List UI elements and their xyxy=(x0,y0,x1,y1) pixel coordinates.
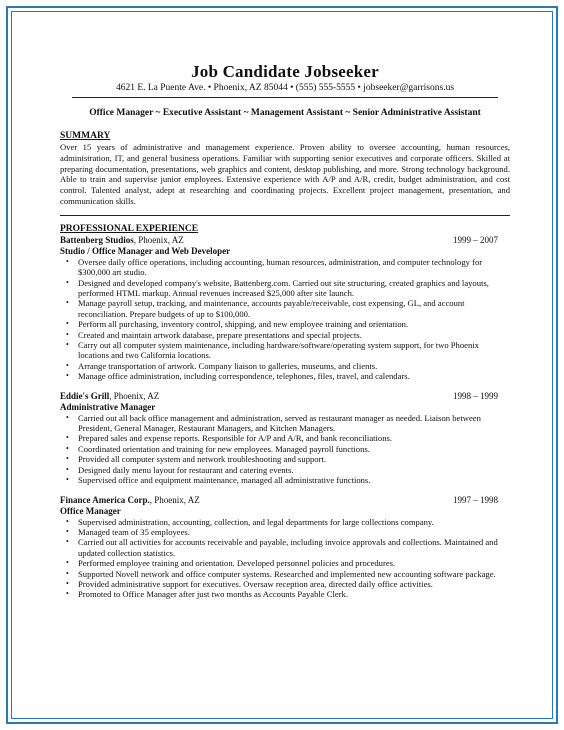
duty-item xyxy=(66,433,510,444)
duty-item xyxy=(66,578,510,589)
bullet-icon: • xyxy=(66,340,69,350)
company-name: Battenberg Studios xyxy=(60,234,134,245)
job-dates: 1999 – 2007 xyxy=(453,234,498,245)
bullet-icon: • xyxy=(66,475,69,485)
duty-text: Carried out all activities for accounts receivable and payable, including invoice approvals and collections. Maintained and updated collection statistics. xyxy=(78,537,498,558)
duty-text: Coordinated orientation and training for new employees. Managed payroll functions. xyxy=(78,443,370,454)
duty-text: Designed and developed company's website, Battenberg.com. Carried out site structuring, created graphics and layouts, performed HTML markup. Annual revenues increased $25,000 after site launch. xyxy=(78,277,489,298)
bullet-icon: • xyxy=(66,360,69,370)
duty-item xyxy=(66,412,510,434)
bullet-icon: • xyxy=(66,329,69,339)
bullet-icon: • xyxy=(66,558,69,568)
bullet-icon: • xyxy=(66,454,69,464)
bullet-icon: • xyxy=(66,526,69,536)
job-title: Office Manager xyxy=(60,505,121,516)
duty-text: Supported Novell network and office computer systems. Researched and implemented new accounting software package. xyxy=(78,568,496,579)
duty-text: Prepared sales and expense reports. Responsible for A/P and A/R, and bank reconciliations. xyxy=(78,433,392,444)
bullet-icon: • xyxy=(66,443,69,453)
candidate-name: Job Candidate Jobseeker xyxy=(191,62,379,81)
bullet-icon: • xyxy=(66,277,69,287)
duty-text: Manage payroll setup, tracking, and maintenance, accounts payable/receivable, cost expensing, GL, and account reconciliation. Prepare budgets of up to $100,000. xyxy=(78,298,465,319)
bullet-icon: • xyxy=(66,516,69,526)
company-location: , Phoenix, AZ xyxy=(109,390,160,401)
company-name: Eddie's Grill xyxy=(60,390,110,401)
duty-text: Provided administrative support for executives. Oversaw reception area, directed daily office activities. xyxy=(78,578,433,589)
bullet-icon: • xyxy=(66,537,69,547)
bullet-icon: • xyxy=(66,256,69,266)
duty-text: Perform all purchasing, inventory control, shipping, and new employee training and orientation. xyxy=(78,319,409,330)
duty-item xyxy=(66,475,510,486)
bullet-icon: • xyxy=(66,464,69,474)
duty-item xyxy=(66,329,510,340)
job-header xyxy=(60,495,510,506)
duty-item xyxy=(66,340,510,361)
duty-text: Carry out all computer system maintenance, including hardware/software/operating system support, for two Phoenix locations and two California locations. xyxy=(78,340,479,361)
job-header xyxy=(60,391,510,402)
bullet-icon: • xyxy=(66,589,69,599)
duty-item xyxy=(66,516,510,527)
resume-document xyxy=(60,62,510,600)
duty-item xyxy=(66,589,510,600)
duty-item xyxy=(66,298,510,319)
bullet-icon: • xyxy=(66,319,69,329)
job-title: Studio / Office Manager and Web Developer xyxy=(60,245,231,256)
duty-text: Supervised office and equipment maintenance, managed all administrative functions. xyxy=(78,475,371,486)
job-entry xyxy=(60,495,510,600)
job-dates: 1997 – 1998 xyxy=(453,494,498,505)
duty-item xyxy=(66,360,510,371)
duty-text: Provided all computer system and network troubleshooting and support. xyxy=(78,454,326,465)
duty-item xyxy=(66,454,510,465)
duty-text: Performed employee training and orientation. Developed personnel policies and procedures. xyxy=(78,558,396,569)
duty-item xyxy=(66,526,510,537)
duty-text: Created and maintain artwork database, prepare presentations and special projects. xyxy=(78,329,362,340)
duty-text: Arrange transportation of artwork. Company liaison to galleries, museums, and clients. xyxy=(78,360,378,371)
summary-text: Over 15 years of administrative and management experience. Proven ability to oversee accounting, human resources, administration, IT, and general business operations. Familiar with supporting senior executives and corporate officers. Skilled at preparing documentation, presentations, web graphics and content, desktop publishing, and more. Strong technology background. Able to train and supervise junior employees. Extensive experience with A/P and A/R, credit, budget administration, and cost control. Talented analyst, adept at researching and coordinating projects. Excellent project management, presentation, and communication skills. xyxy=(60,142,510,216)
bullet-icon: • xyxy=(66,371,69,381)
target-titles: Office Manager ~ Executive Assistant ~ Management Assistant ~ Senior Administrative Assistant xyxy=(89,108,481,118)
duty-item xyxy=(66,443,510,454)
company-name: Finance America Corp. xyxy=(60,494,150,505)
duty-item xyxy=(66,558,510,569)
duty-text: Designed daily menu layout for restaurant and catering events. xyxy=(78,464,294,475)
duties-list xyxy=(60,413,510,486)
summary-heading: SUMMARY xyxy=(60,131,111,141)
duties-list xyxy=(60,257,510,382)
duty-text: Manage office administration, including correspondence, telephones, files, travel, and calendars. xyxy=(78,371,410,382)
duty-text: Supervised administration, accounting, collection, and legal departments for large collections company. xyxy=(78,516,434,527)
duties-list xyxy=(60,517,510,600)
job-header xyxy=(60,235,510,246)
job-entry xyxy=(60,391,510,486)
job-title: Administrative Manager xyxy=(60,401,156,412)
bullet-icon: • xyxy=(66,578,69,588)
duty-text: Carried out all back office management and administration, served as restaurant manager as needed. Liaison between President, General Manager, Restaurant Managers, and Kitchen Managers. xyxy=(78,412,481,434)
duty-item xyxy=(66,568,510,579)
bullet-icon: • xyxy=(66,412,69,422)
experience-list xyxy=(60,235,510,600)
duty-item xyxy=(66,319,510,330)
duty-text: Oversee daily office operations, including accounting, human resources, administration, and computer technology for $300,000 art studio. xyxy=(78,256,483,278)
duty-item xyxy=(66,537,510,558)
experience-heading: PROFESSIONAL EXPERIENCE xyxy=(60,223,199,234)
job-dates: 1998 – 1999 xyxy=(453,390,498,401)
duty-item xyxy=(66,256,510,278)
contact-line: 4621 E. La Puente Ave. • Phoenix, AZ 85044 • (555) 555-5555 • jobseeker@garrisons.us xyxy=(72,82,498,98)
company-location: , Phoenix, AZ xyxy=(133,234,184,245)
duty-text: Promoted to Office Manager after just two months as Accounts Payable Clerk. xyxy=(78,589,349,600)
duty-item xyxy=(66,371,510,382)
company-location: , Phoenix, AZ xyxy=(149,494,200,505)
duty-item xyxy=(66,464,510,475)
bullet-icon: • xyxy=(66,433,69,443)
duty-text: Managed team of 35 employees. xyxy=(78,526,190,537)
duty-item xyxy=(66,277,510,299)
bullet-icon: • xyxy=(66,298,69,308)
job-entry xyxy=(60,235,510,382)
bullet-icon: • xyxy=(66,568,69,578)
